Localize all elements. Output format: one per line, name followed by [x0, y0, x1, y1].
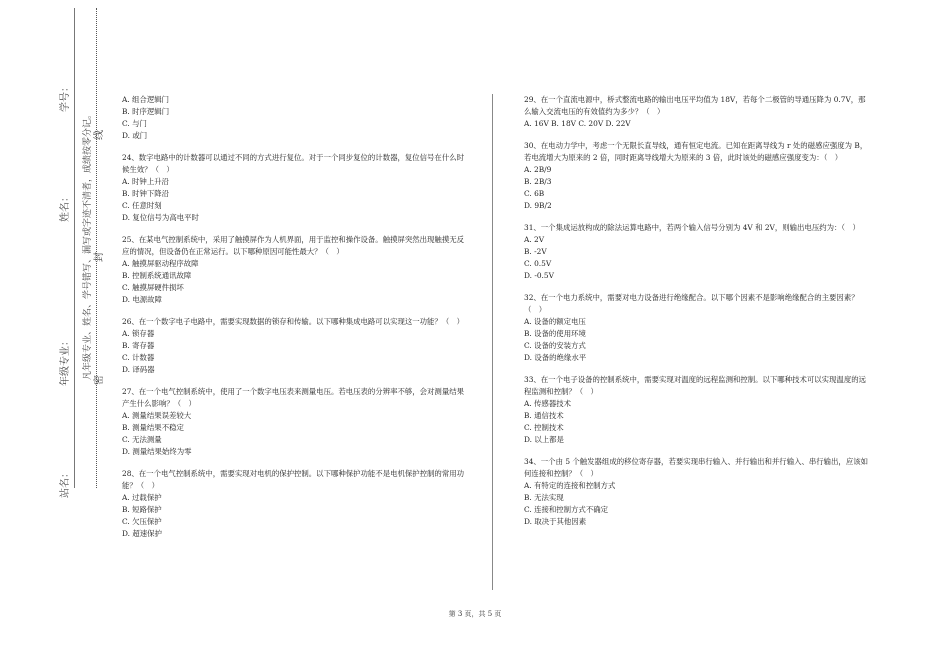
grade-major-label: 年级专业：: [60, 336, 71, 386]
option: C. 欠压保护: [122, 517, 162, 526]
option: B. 寄存器: [122, 341, 155, 350]
question-stem: 25、在某电气控制系统中，采用了触摸屏作为人机界面，用于监控和操作设备。触摸屏突然出现触摸无反应的情况，但设备仍在正常运行。以下哪种原因可能性最大？（ ）: [122, 235, 464, 256]
option: A. 组合逻辑门: [122, 95, 169, 104]
option: D. 测量结果始终为零: [122, 447, 192, 456]
binding-line-dotted: [96, 8, 97, 488]
option: B. -2V: [524, 247, 547, 256]
question-stem: 27、在一个电气控制系统中，使用了一个数字电压表来测量电压。若电压表的分辨率不够，会对测量结果产生什么影响？（ ）: [122, 387, 464, 408]
option: B. 无法实现: [524, 493, 564, 502]
question-28: [122, 468, 467, 540]
question-stem: 32、在一个电力系统中，需要对电力设备进行绝缘配合。以下哪个因素不是影响绝缘配合的主要因素？（ ）: [524, 293, 859, 314]
option: C. 控制技术: [524, 423, 564, 432]
question-stem: 26、在一个数字电子电路中，需要实现数据的锁存和传输。以下哪种集成电路可以实现这一功能？（ ）: [122, 317, 464, 326]
option: A. 时钟上升沿: [122, 177, 169, 186]
question-stem: 33、在一个电子设备的控制系统中，需要实现对温度的远程监测和控制。以下哪种技术可以实现温度的远程监测和控制？（ ）: [524, 375, 866, 396]
option: D. -0.5V: [524, 271, 554, 280]
option: A. 测量结果误差较大: [122, 411, 192, 420]
option: C. 连接和控制方式不确定: [524, 505, 608, 514]
option: C. 计数器: [122, 353, 155, 362]
question-27: [122, 386, 467, 458]
school-label: 站名：: [60, 468, 71, 498]
question-24: [122, 152, 467, 224]
binding-margin: [0, 0, 118, 672]
option: A. 传感器技术: [524, 399, 571, 408]
question-32: [524, 292, 869, 364]
option: B. 2B/3: [524, 177, 552, 186]
name-label: 姓名：: [60, 192, 71, 222]
option: A. 2V: [524, 235, 545, 244]
question-29: [524, 94, 869, 130]
question-stem: 30、在电动力学中，考虑一个无限长直导线，通有恒定电流。已知在距离导线为 r 处的磁感应强度为 B，若电流增大为原来的 2 倍，同时距离导线增大为原来的 3 倍，此时该处的磁感应强度变为：（ ）: [524, 141, 868, 162]
option: D. 或门: [122, 131, 148, 140]
option: C. 设备的安装方式: [524, 341, 586, 350]
option: A. 触摸屏驱动程序故障: [122, 259, 199, 268]
page-footer: 第 3 页，共 5 页: [448, 610, 502, 618]
option: B. 控制系统通讯故障: [122, 271, 192, 280]
question-stem: 34、一个由 5 个触发器组成的移位寄存器，若要实现串行输入、并行输出和并行输入、串行输出，应该如何连接和控制？（ ）: [524, 457, 868, 478]
question-30: [524, 140, 869, 212]
option: B. 设备的使用环境: [524, 329, 586, 338]
question-33: [524, 374, 869, 446]
option: C. 任意时刻: [122, 201, 162, 210]
option: A. 设备的额定电压: [524, 317, 586, 326]
option: C. 无法测量: [122, 435, 162, 444]
option: C. 6B: [524, 189, 545, 198]
option: B. 时钟下降沿: [122, 189, 170, 198]
seal-line-text: 线: [94, 130, 105, 140]
option: C. 与门: [122, 119, 147, 128]
option: D. 译码器: [122, 365, 155, 374]
question-stem: 28、在一个电气控制系统中，需要实现对电机的保护控制。以下哪种保护功能不是电机保护控制的常用功能？（ ）: [122, 469, 464, 490]
option: A. 过载保护: [122, 493, 162, 502]
option: B. 时序逻辑门: [122, 107, 170, 116]
seal-secret-text: 密: [94, 375, 105, 385]
option: B. 通信技术: [524, 411, 564, 420]
option: A. 有特定的连接和控制方式: [524, 481, 616, 490]
option: D. 复位信号为高电平时: [122, 213, 199, 222]
option: A. 锁存器: [122, 329, 155, 338]
question-34: [524, 456, 869, 528]
option: B. 测量结果不稳定: [122, 423, 184, 432]
option: C. 触摸屏硬件损坏: [122, 283, 184, 292]
right-column: [524, 94, 869, 538]
question-26: [122, 316, 467, 376]
column-divider: [492, 94, 493, 590]
option: D. 设备的绝缘水平: [524, 353, 587, 362]
question-25: [122, 234, 467, 306]
exam-number-label: 学号：: [60, 82, 71, 112]
option: B. 短路保护: [122, 505, 162, 514]
question-31: [524, 222, 869, 282]
option: D. 9B/2: [524, 201, 552, 210]
left-column: [122, 94, 467, 550]
option: A. 2B/9: [524, 165, 552, 174]
question-stem: 24、数字电路中的计数器可以通过不同的方式进行复位。对于一个同步复位的计数器，复位信号在什么时候生效？（ ）: [122, 153, 464, 174]
option: D. 电源故障: [122, 295, 162, 304]
question-23-options: [122, 94, 467, 142]
question-stem: 29、在一个直流电源中，桥式整流电路的输出电压平均值为 18V，若每个二极管的导通压降为 0.7V，那么输入交流电压的有效值约为多少？（ ）: [524, 95, 866, 116]
binding-line-solid: [74, 8, 75, 488]
seal-seal-text: 封: [94, 252, 105, 262]
option: D. 超速保护: [122, 529, 162, 538]
option: A. 16V B. 18V C. 20V D. 22V: [524, 119, 631, 128]
binding-notice: 凡年级专业、姓名、学号错写、漏写或字迹不清者，成绩按零分记。: [83, 109, 93, 380]
question-stem: 31、一个集成运放构成的除法运算电路中，若两个输入信号分别为 4V 和 2V，则输出电压约为：（ ）: [524, 223, 860, 232]
option: D. 取决于其他因素: [524, 517, 587, 526]
option: C. 0.5V: [524, 259, 552, 268]
option: D. 以上都是: [524, 435, 564, 444]
